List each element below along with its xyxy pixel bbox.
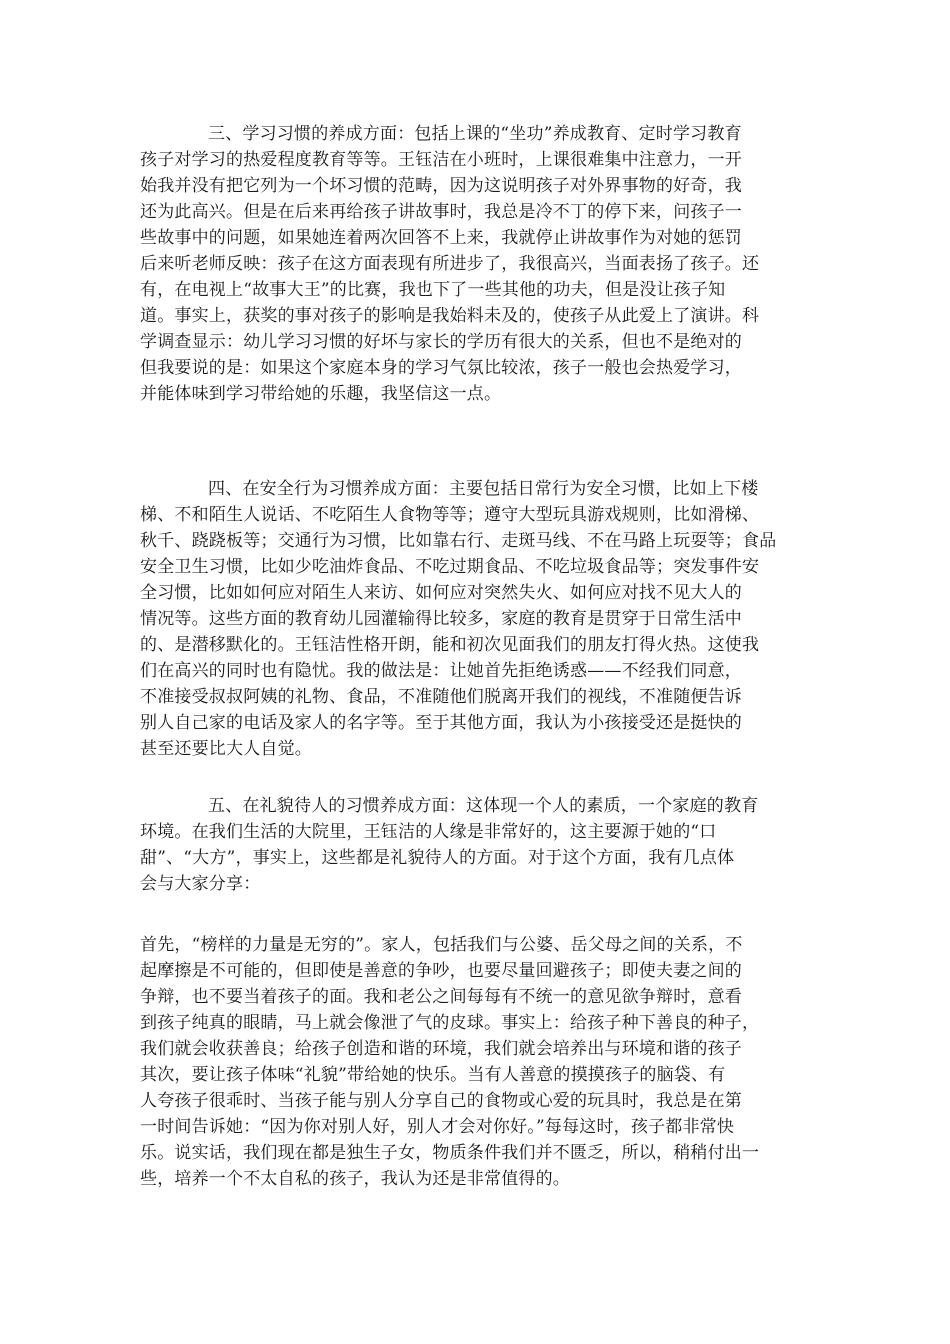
paragraph-4-line: 乐。说实话，我们现在都是独生子女，物质条件我们并不匮乏，所以，稍稍付出一 (140, 1143, 760, 1163)
paragraph-2-line: 不准接受叔叔阿姨的礼物、食品，不准随他们脱离开我们的视线，不准随便告诉 (140, 687, 742, 707)
paragraph-1-line: 有，在电视上“故事大王”的比赛，我也下了一些其他的功夫，但是没让孩子知 (140, 280, 726, 300)
paragraph-3-line: 会与大家分享： (140, 874, 261, 894)
paragraph-4-line: 一时间告诉她：“因为你对别人好，别人才会对你好。”每每这时，孩子都非常快 (140, 1117, 735, 1137)
paragraph-2-line: 们在高兴的同时也有隐忧。我的做法是：让她首先拒绝诱惑——不经我们同意， (140, 661, 742, 681)
paragraph-1-line: 道。事实上，获奖的事对孩子的影响是我始料未及的，使孩子从此爱上了演讲。科 (140, 306, 760, 326)
paragraph-2-line: 梯、不和陌生人说话、不吃陌生人食物等等；遵守大型玩具游戏规则，比如滑梯、 (140, 505, 760, 525)
paragraph-1-line: 三、学习习惯的养成方面：包括上课的“坐功”养成教育、定时学习教育 (208, 124, 742, 144)
paragraph-1-line: 些故事中的问题，如果她连着两次回答不上来，我就停止讲故事作为对她的惩罚 (140, 228, 742, 248)
paragraph-2-line: 安全卫生习惯，比如少吃油炸食品、不吃过期食品、不吃垃圾食品等；突发事件安 (140, 557, 760, 577)
paragraph-1-line: 孩子对学习的热爱程度教育等等。王钰洁在小班时，上课很难集中注意力，一开 (140, 150, 742, 170)
paragraph-4-line: 到孩子纯真的眼睛，马上就会像泄了气的皮球。事实上：给孩子种下善良的种子， (140, 1013, 760, 1033)
paragraph-1-line: 学调查显示：幼儿学习习惯的好坏与家长的学历有很大的关系，但也不是绝对的 (140, 332, 742, 352)
paragraph-3-line: 五、在礼貌待人的习惯养成方面：这体现一个人的素质，一个家庭的教育 (208, 796, 759, 816)
paragraph-1-line: 并能体味到学习带给她的乐趣，我坚信这一点。 (140, 384, 502, 404)
paragraph-2-line: 的、是潜移默化的。王钰洁性格开朗，能和初次见面我们的朋友打得火热。这使我 (140, 635, 760, 655)
paragraph-4-line: 起摩擦是不可能的，但即使是善意的争吵，也要尽量回避孩子；即使夫妻之间的 (140, 961, 742, 981)
paragraph-4-line: 些，培养一个不太自私的孩子，我认为还是非常值得的。 (140, 1169, 570, 1189)
paragraph-3-line: 甜”、“大方”，事实上，这些都是礼貌待人的方面。对于这个方面，我有几点体 (140, 848, 735, 868)
paragraph-2-line: 情况等。这些方面的教育幼儿园灌输得比较多，家庭的教育是贯穿于日常生活中 (140, 609, 742, 629)
paragraph-1-line: 还为此高兴。但是在后来再给孩子讲故事时，我总是冷不丁的停下来，问孩子一 (140, 202, 742, 222)
paragraph-3-line: 环境。在我们生活的大院里，王钰洁的人缘是非常好的，这主要源于她的“口 (140, 822, 717, 842)
paragraph-2-line: 别人自己家的电话及家人的名字等。至于其他方面，我认为小孩接受还是挺快的 (140, 713, 742, 733)
paragraph-1-line: 后来听老师反映：孩子在这方面表现有所进步了，我很高兴，当面表扬了孩子。还 (140, 254, 760, 274)
paragraph-4-line: 我们就会收获善良；给孩子创造和谐的环境，我们就会培养出与环境和谐的孩子 (140, 1039, 742, 1059)
paragraph-4-line: 争辩，也不要当着孩子的面。我和老公之间每每有不统一的意见欲争辩时，意看 (140, 987, 742, 1007)
paragraph-2-line: 四、在安全行为习惯养成方面：主要包括日常行为安全习惯，比如上下楼 (208, 479, 759, 499)
paragraph-4-line: 人夸孩子很乖时、当孩子能与别人分享自己的食物或心爱的玩具时，我总是在第 (140, 1091, 742, 1111)
paragraph-4-line: 其次，要让孩子体味“礼貌”带给她的快乐。当有人善意的摸摸孩子的脑袋、有 (140, 1065, 726, 1085)
paragraph-1-line: 但我要说的是：如果这个家庭本身的学习气氛比较浓，孩子一般也会热爱学习， (140, 358, 742, 378)
paragraph-2-line: 甚至还要比大人自觉。 (140, 739, 312, 759)
paragraph-4-line: 首先，“榜样的力量是无穷的”。家人，包括我们与公婆、岳父母之间的关系，不 (140, 935, 743, 955)
paragraph-2-line: 秋千、跷跷板等；交通行为习惯，比如靠右行、走斑马线、不在马路上玩耍等；食品 (140, 531, 777, 551)
paragraph-1-line: 始我并没有把它列为一个坏习惯的范畴，因为这说明孩子对外界事物的好奇，我 (140, 176, 742, 196)
paragraph-2-line: 全习惯，比如如何应对陌生人来访、如何应对突然失火、如何应对找不见大人的 (140, 583, 742, 603)
